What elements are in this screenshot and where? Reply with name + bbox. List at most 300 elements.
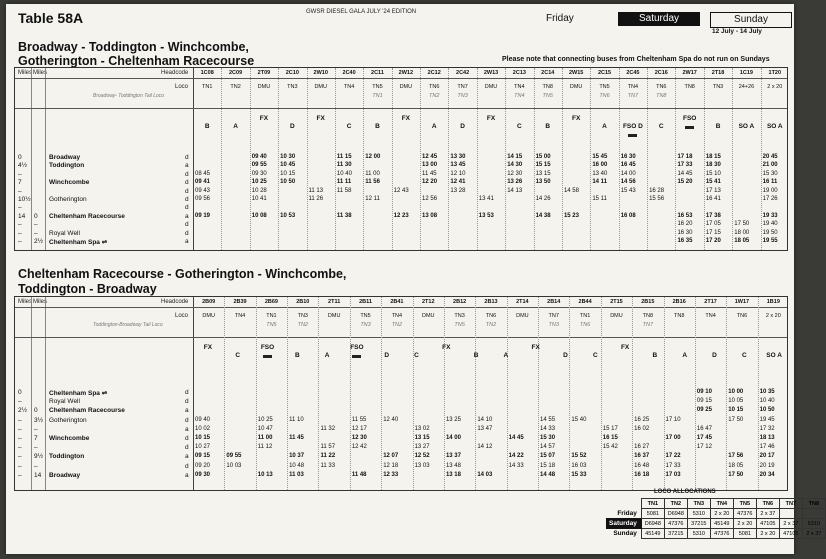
tail-loco-cell: TN2: [297, 322, 308, 328]
station-name: Royal Well: [49, 398, 80, 406]
time-cell: 09 40: [251, 154, 267, 160]
section2-grid: [14, 296, 788, 491]
day-code-cell: SO A: [766, 352, 782, 359]
loco-allocation-cell: 5081: [733, 529, 756, 539]
tail-loco-cell: TN7: [642, 322, 654, 328]
time-cell: 16 11: [762, 179, 778, 186]
miles-cell: –: [18, 170, 22, 178]
loco-cell: TN3: [712, 84, 724, 90]
loco-cell: DMU: [202, 313, 215, 319]
loco-cell: TN6: [736, 313, 748, 319]
time-cell: 12 18: [383, 462, 399, 469]
day-code-cell: FSO D: [620, 122, 646, 140]
day-code-cell: C: [658, 123, 664, 130]
headcode-cell: 2B13: [484, 299, 498, 305]
time-cell: 20 17: [759, 453, 775, 460]
headcode-cell: 2B14: [547, 299, 561, 305]
loco-cell: TN1: [579, 313, 591, 319]
time-cell: 17 38: [705, 212, 721, 219]
day-code-cell: B: [652, 352, 658, 359]
time-cell: 10 30: [280, 154, 296, 160]
miles-cell: –: [18, 398, 22, 406]
loco-cell: TN7: [457, 84, 468, 90]
fso-marker-icon: [352, 355, 361, 358]
loco-day-label: Saturday: [607, 519, 642, 529]
time-cell: 13 53: [478, 212, 494, 219]
loco-cell: TN2: [230, 84, 241, 90]
time-cell: 16 28: [649, 187, 665, 194]
bus-note: Please note that connecting buses from Cheltenham Spa do not run on Sundays: [502, 56, 770, 63]
day-code-cell: B: [473, 352, 479, 359]
miles-cell: –: [34, 221, 38, 229]
time-cell: 09 25: [696, 407, 712, 414]
time-cell: 17 46: [759, 444, 775, 451]
day-code-cell: C: [517, 123, 522, 130]
headcode-cell: 2B11: [359, 299, 372, 305]
time-cell: 11 58: [336, 187, 352, 194]
time-cell: 16 41: [705, 196, 721, 202]
headcode-cell: 2T15: [610, 299, 623, 305]
time-cell: 11 55: [351, 416, 367, 423]
station-name: Cheltenham Racecourse: [49, 212, 125, 220]
day-saturday: Saturday: [618, 12, 700, 26]
time-cell: 14 38: [535, 212, 551, 219]
time-cell: 10 02: [195, 425, 211, 432]
time-cell: 19 40: [762, 221, 778, 228]
time-cell: 13 15: [535, 170, 551, 177]
time-cell: 09 10: [696, 389, 712, 395]
day-code-cell: FX: [531, 344, 540, 351]
loco-cell: TN8: [542, 84, 553, 90]
headcode-cell: 2C11: [371, 70, 384, 76]
time-cell: 16 47: [696, 425, 712, 432]
day-code-cell: A: [233, 123, 238, 130]
time-cell: 13 26: [507, 179, 523, 186]
loco-cell: DMU: [327, 313, 341, 319]
time-cell: 14 33: [508, 462, 524, 469]
time-cell: 10 37: [289, 453, 305, 460]
headcode-cell: 2C12: [427, 70, 441, 76]
time-cell: 17 05: [705, 221, 721, 228]
time-cell: 16 48: [634, 462, 650, 469]
loco-column-header: TN5: [733, 499, 756, 509]
time-cell: 12 41: [450, 179, 466, 186]
time-cell: 13 45: [450, 162, 466, 169]
loco-column-header: TN4: [710, 499, 733, 509]
headcode-cell: 2T17: [704, 299, 717, 305]
loco-allocation-cell: 2 x 20: [733, 519, 756, 529]
time-cell: 16 35: [677, 238, 693, 244]
day-friday: Friday: [546, 13, 574, 24]
tail-loco-cell: TN3: [548, 322, 559, 328]
loco-column-header: TN2: [664, 499, 687, 509]
time-cell: 18 30: [705, 162, 721, 169]
headcode-cell: 2B09: [202, 299, 216, 305]
miles-cell: –: [18, 425, 22, 433]
time-cell: 13 02: [414, 425, 430, 432]
time-cell: 14 56: [620, 179, 636, 186]
miles-cell: 0: [34, 407, 38, 415]
loco-cell: TN3: [297, 313, 308, 319]
time-cell: 11 48: [351, 471, 367, 478]
time-cell: 14 58: [563, 187, 579, 194]
time-cell: 15 33: [571, 471, 587, 478]
time-cell: 13 48: [445, 462, 461, 469]
loco-cell: 24+26: [738, 84, 755, 90]
time-cell: 11 22: [320, 453, 336, 460]
time-cell: 10 53: [280, 212, 296, 219]
miles-cell: –: [18, 229, 22, 237]
station-name: Toddington: [49, 162, 85, 170]
time-cell: 10 08: [251, 212, 267, 219]
time-cell: 12 17: [351, 425, 367, 432]
miles-header: Miles: [18, 70, 33, 76]
miles-cell: 7: [18, 179, 22, 187]
loco-cell: TN7: [548, 313, 559, 319]
time-cell: 19 33: [762, 212, 778, 219]
time-cell: 11 30: [336, 162, 352, 169]
loco-cell: TN6: [429, 84, 440, 90]
time-cell: 13 40: [592, 170, 608, 177]
section2-title-line1: Cheltenham Racecourse - Gotherington - Winchcombe,: [18, 267, 347, 281]
loco-cell: TN4: [343, 84, 355, 90]
headcode-cell: 1T20: [768, 70, 782, 76]
time-cell: 13 03: [414, 462, 430, 469]
loco-cell: TN5: [372, 84, 383, 90]
loco-column-header: TN3: [687, 499, 710, 509]
time-cell: 11 13: [308, 187, 324, 194]
miles-cell: 0: [18, 389, 22, 396]
loco-column-header: TN1: [641, 499, 664, 509]
time-cell: 17 50: [728, 416, 744, 423]
headcode-cell: 2C40: [342, 70, 356, 76]
loco-allocation-cell: D6948: [641, 519, 664, 529]
tail-loco-cell: TN8: [656, 93, 667, 99]
time-cell: 11 45: [422, 170, 437, 177]
time-cell: 14 26: [535, 196, 551, 202]
day-code-cell: FX: [316, 115, 325, 122]
loco-allocation-cell: 45149: [641, 529, 664, 539]
time-cell: 11 15: [336, 154, 352, 160]
loco-cell: DMU: [569, 84, 583, 90]
time-cell: 12 23: [393, 212, 409, 219]
arr-dep-marker: d: [185, 196, 189, 203]
time-cell: 17 12: [696, 444, 712, 451]
arr-dep-marker: a: [185, 425, 189, 433]
time-cell: 12 11: [365, 196, 380, 202]
time-cell: 17 26: [762, 196, 778, 202]
miles-cell: –: [34, 462, 38, 470]
day-code-cell: C: [346, 123, 352, 130]
time-cell: 13 28: [450, 187, 466, 194]
loco-allocation-cell: [779, 509, 802, 519]
headcode-cell: 2W17: [682, 70, 697, 76]
loco-allocation-cell: 2 x 37: [756, 509, 779, 519]
miles-cell: 7: [34, 435, 38, 442]
time-cell: 16 02: [634, 425, 650, 432]
time-cell: 10 40: [759, 398, 775, 405]
headcode-cell: 2B16: [672, 299, 686, 305]
arr-dep-marker: a: [185, 407, 189, 415]
day-code-cell: A: [324, 352, 330, 359]
time-cell: 12 40: [383, 416, 399, 423]
time-cell: 15 23: [563, 212, 579, 219]
edition-label: GWSR DIESEL GALA JULY '24 EDITION: [306, 9, 417, 15]
time-cell: 19 55: [762, 238, 778, 244]
time-cell: 19 45: [759, 416, 775, 423]
time-cell: 14 55: [540, 416, 556, 423]
time-cell: 15 40: [571, 416, 587, 423]
timetable-sheet: [6, 4, 822, 554]
day-code-cell: A: [431, 123, 437, 130]
loco-allocation-cell: 47105: [756, 519, 779, 529]
time-cell: 09 55: [226, 453, 242, 460]
day-code-cell: FX: [571, 115, 581, 122]
station-name: Broadway: [49, 154, 81, 161]
loco-cell: DMU: [516, 313, 529, 319]
arr-dep-marker: d: [185, 179, 189, 187]
loco-cell: TN5: [360, 313, 371, 319]
loco-cell: 2 x 20: [765, 313, 781, 319]
day-code-cell: A: [503, 352, 509, 359]
time-cell: 10 50: [280, 179, 296, 186]
time-cell: 16 25: [634, 416, 650, 423]
loco-cell: TN1: [201, 84, 213, 90]
time-cell: 16 45: [620, 162, 636, 169]
miles-cell: 10½: [18, 196, 31, 203]
loco-allocations-table: [606, 498, 826, 539]
headcode-cell: 2C13: [512, 70, 526, 76]
loco-allocation-cell: 5081: [641, 509, 664, 519]
time-cell: 12 42: [351, 444, 367, 451]
time-cell: 11 10: [289, 416, 304, 423]
arr-dep-marker: d: [185, 389, 189, 396]
loco-allocation-cell: 45149: [710, 519, 733, 529]
time-cell: 14 11: [592, 179, 608, 186]
loco-cell: TN4: [514, 84, 525, 90]
day-code-cell: SO A: [738, 123, 755, 130]
time-cell: 12 52: [414, 453, 430, 460]
loco-allocation-cell: [802, 509, 825, 519]
time-cell: 13 30: [450, 154, 466, 160]
station-name: Winchcombe: [49, 435, 90, 442]
tail-loco-cell: TN2: [429, 93, 440, 99]
headcode-cell: 2T09: [257, 70, 271, 76]
loco-day-label: Friday: [617, 509, 637, 517]
arr-dep-marker: d: [185, 170, 189, 178]
day-code-cell: A: [682, 352, 688, 359]
headcode-cell: 2B41: [390, 299, 404, 305]
time-cell: 09 30: [195, 471, 211, 478]
tail-loco-cell: TN5: [542, 93, 553, 99]
miles-cell: 14: [18, 212, 26, 220]
time-cell: 09 19: [195, 212, 211, 219]
station-name: Cheltenham Racecourse: [49, 407, 125, 415]
station-name: Cheltenham Spa ⇌: [49, 390, 108, 397]
time-cell: 11 26: [308, 196, 324, 202]
miles-cell: –: [18, 462, 22, 470]
time-cell: 10 45: [280, 162, 296, 169]
loco-allocation-cell: 47105: [779, 529, 802, 539]
day-code-cell: SO A: [766, 123, 783, 130]
day-code-cell: FX: [442, 344, 451, 351]
fso-marker-icon: [628, 134, 637, 137]
time-cell: 11 38: [336, 212, 352, 219]
time-cell: 17 00: [665, 435, 681, 441]
time-cell: 14 12: [477, 444, 493, 451]
day-code-cell: FX: [620, 344, 630, 351]
time-cell: 13 00: [422, 162, 438, 169]
loco-column-header: TN7: [779, 499, 802, 509]
arr-dep-marker: d: [185, 416, 189, 424]
day-code-cell: FSO: [344, 343, 370, 361]
miles-cell: –: [18, 453, 22, 461]
loco-allocation-cell: 47376: [710, 529, 733, 539]
time-cell: 19 50: [762, 229, 778, 236]
station-name: Cheltenham Spa ⇌: [49, 239, 108, 246]
time-cell: 15 43: [620, 187, 636, 194]
headcode-cell: 1C08: [200, 70, 214, 76]
loco-cell: DMU: [484, 84, 498, 90]
arr-dep-marker: d: [185, 462, 189, 470]
time-cell: 17 56: [728, 453, 744, 460]
time-cell: 12 10: [450, 170, 466, 177]
time-cell: 14 22: [508, 453, 524, 460]
time-cell: 11 33: [320, 462, 336, 469]
arr-dep-marker: d: [185, 444, 189, 452]
time-cell: 16 20: [677, 221, 693, 228]
time-cell: 15 41: [705, 179, 721, 186]
time-cell: 17 18: [677, 154, 693, 160]
time-cell: 14 33: [540, 425, 556, 432]
loco-day-label: Sunday: [613, 530, 637, 538]
time-cell: 18 05: [728, 462, 744, 469]
time-cell: 10 00: [728, 389, 744, 395]
time-cell: 14 45: [677, 170, 693, 177]
time-cell: 13 08: [422, 212, 438, 219]
tail-loco-cell: TN5: [266, 322, 277, 328]
miles-cell: –: [34, 425, 38, 433]
time-cell: 11 32: [320, 425, 336, 432]
time-cell: 15 30: [540, 435, 556, 441]
loco-cell: TN1: [266, 313, 277, 319]
headcode-cell: 2W10: [313, 70, 328, 76]
loco-cell: DMU: [610, 313, 623, 319]
time-cell: 13 18: [445, 471, 461, 478]
station-name: Broadway: [49, 471, 81, 479]
time-cell: 20 19: [759, 462, 775, 469]
time-cell: 12 00: [365, 154, 381, 160]
time-cell: 17 10: [665, 416, 681, 423]
time-cell: 10 25: [257, 416, 273, 423]
day-code-cell: B: [545, 123, 551, 130]
headcode-cell: 2B15: [641, 299, 655, 305]
arr-dep-marker: d: [185, 398, 189, 406]
time-cell: 16 03: [571, 462, 587, 469]
headcode-cell: 2C09: [228, 70, 243, 76]
time-cell: 15 18: [540, 462, 556, 469]
headcode-cell: 2T11: [328, 299, 341, 305]
headcode-cell: 2B39: [233, 299, 247, 305]
time-cell: 11 11: [336, 179, 352, 186]
miles-cell: –: [34, 229, 38, 237]
section2-title-line2: Toddington - Broadway: [18, 282, 157, 296]
loco-cell: DMU: [314, 84, 327, 90]
time-cell: 18 13: [759, 435, 775, 441]
miles-cell: 2½: [34, 238, 44, 245]
day-code-cell: FX: [486, 115, 496, 122]
headcode-label: Headcode: [161, 299, 189, 305]
tail-loco-cell: TN3: [360, 322, 371, 328]
tail-loco-label: Broadway- Toddington Tail Loco: [93, 93, 165, 99]
time-cell: 11 03: [289, 471, 304, 478]
headcode-cell: 2W12: [398, 70, 414, 76]
time-cell: 11 45: [289, 435, 304, 441]
time-cell: 16 08: [620, 212, 636, 219]
time-cell: 09 20: [195, 462, 211, 469]
headcode-cell: 2C15: [597, 70, 612, 76]
loco-allocation-cell: D6948: [664, 509, 687, 519]
headcode-cell: 2B44: [578, 299, 592, 305]
headcode-cell: 2T18: [711, 70, 725, 76]
time-cell: 14 10: [477, 416, 493, 423]
time-cell: 10 27: [195, 444, 211, 451]
section1-title-line1: Broadway - Toddington - Winchcombe,: [18, 40, 249, 54]
miles-cell: 3½: [34, 416, 44, 424]
miles-cell: –: [18, 238, 22, 245]
time-cell: 14 48: [540, 471, 556, 478]
day-code-cell: C: [414, 352, 419, 359]
miles-cell: 0: [18, 154, 22, 161]
time-cell: 12 30: [351, 435, 367, 441]
time-cell: 10 41: [251, 196, 267, 202]
headcode-cell: 2W13: [483, 70, 499, 76]
table-id: Table 58A: [18, 10, 84, 26]
time-cell: 10 15: [728, 407, 744, 414]
station-name: Gotherington: [49, 196, 87, 203]
time-cell: 12 56: [422, 196, 438, 202]
time-cell: 12 33: [383, 471, 399, 478]
loco-allocation-cell: 5310: [802, 519, 825, 529]
headcode-cell: 2C10: [285, 70, 299, 76]
time-cell: 15 10: [705, 170, 721, 177]
time-cell: 10 48: [289, 462, 305, 469]
loco-allocation-cell: 37215: [687, 519, 710, 529]
time-cell: 17 33: [665, 462, 681, 469]
day-code-cell: B: [715, 123, 721, 130]
time-cell: 10 47: [257, 425, 273, 432]
tail-loco-cell: TN6: [579, 322, 591, 328]
time-cell: 09 15: [696, 398, 712, 405]
fso-marker-icon: [263, 355, 272, 358]
time-cell: 20 34: [759, 471, 775, 478]
arr-dep-marker: a: [185, 212, 189, 220]
headcode-cell: 1C19: [739, 70, 753, 76]
station-name: Gotherington: [49, 416, 87, 424]
date-range: 12 July - 14 July: [712, 28, 762, 35]
time-cell: 16 18: [634, 471, 650, 478]
day-code-cell: B: [294, 352, 300, 359]
day-sunday: Sunday: [710, 12, 792, 28]
arr-dep-marker: d: [185, 221, 189, 229]
day-code-cell: D: [289, 123, 295, 130]
headcode-cell: 2W15: [568, 70, 584, 76]
loco-column-header: TN8: [802, 499, 825, 509]
time-cell: 17 20: [705, 238, 721, 244]
time-cell: 11 56: [365, 179, 380, 186]
time-cell: 15 30: [762, 170, 778, 177]
loco-allocation-cell: 37215: [664, 529, 687, 539]
